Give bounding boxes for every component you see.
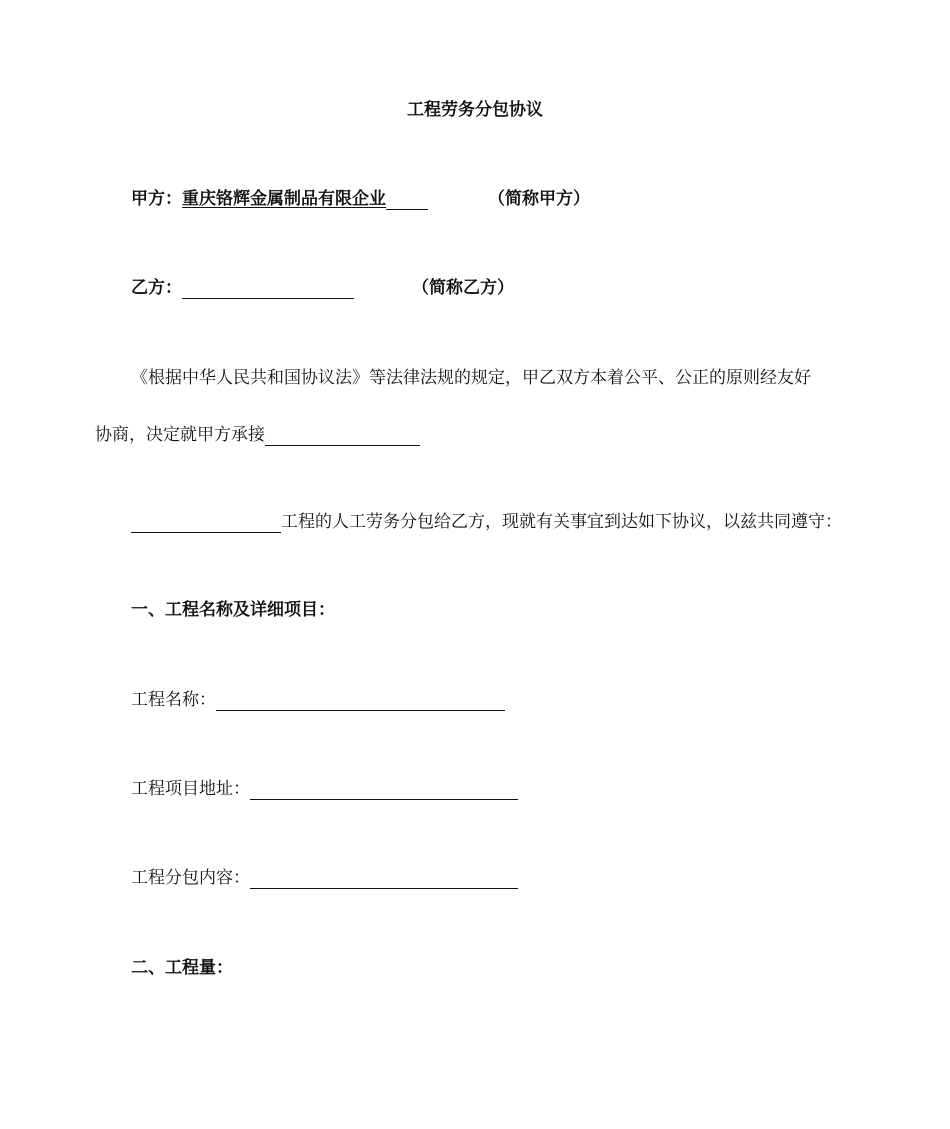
- subcontract-content-label: 工程分包内容：: [131, 868, 250, 888]
- intro-line-3: [131, 511, 842, 533]
- party-a-abbr: （简称甲方）: [488, 189, 590, 209]
- document-title: 工程劳务分包协议: [407, 100, 543, 120]
- party-b-label: 乙方：: [131, 278, 182, 298]
- party-b-name-blank: [182, 279, 354, 299]
- project-blank-1: [265, 426, 420, 446]
- subcontract-content-field: [131, 867, 518, 889]
- party-a-label: 甲方：: [131, 189, 182, 209]
- intro-line-1: 《根据中华人民共和国协议法》等法律法规的规定，甲乙双方本着公平、公正的原则经友好: [131, 368, 811, 388]
- project-address-label: 工程项目地址：: [131, 779, 250, 799]
- party-a-name: 重庆铬辉金属制品有限企业: [182, 189, 386, 209]
- project-name-field: [131, 689, 505, 711]
- intro-line-3-text: 工程的人工劳务分包给乙方，现就有关事宜到达如下协议，以兹共同遵守：: [281, 512, 842, 532]
- project-address-blank: [250, 780, 518, 800]
- party-a-name-blank: [386, 190, 428, 210]
- section-1-heading: 一、工程名称及详细项目：: [131, 600, 335, 620]
- party-b-line: [131, 277, 514, 299]
- project-name-label: 工程名称：: [131, 690, 216, 710]
- intro-line-2-text: 协商，决定就甲方承接: [95, 425, 265, 445]
- subcontract-content-blank: [250, 869, 518, 889]
- section-2-heading: 二、工程量：: [131, 958, 233, 978]
- project-blank-2: [131, 513, 281, 533]
- intro-line-2: [95, 424, 420, 446]
- project-address-field: [131, 778, 518, 800]
- party-b-abbr: （简称乙方）: [412, 278, 514, 298]
- party-a-line: [131, 188, 590, 210]
- project-name-blank: [216, 691, 505, 711]
